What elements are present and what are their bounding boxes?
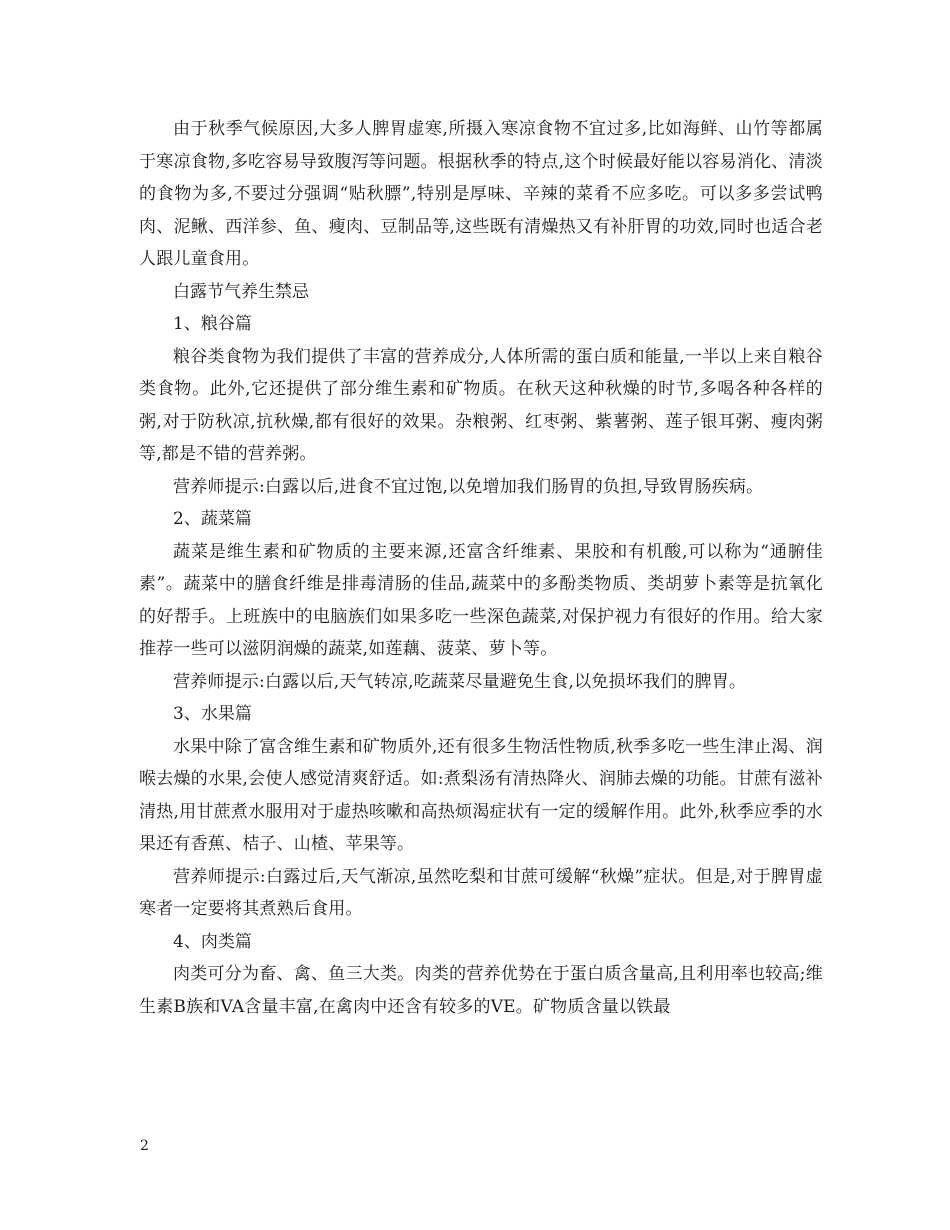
subheading-fruits: 3、水果篇 xyxy=(173,704,252,724)
document-body xyxy=(139,113,823,1023)
paragraph-fruits: 水果中除了富含维生素和矿物质外,还有很多生物活性物质,秋季多吃一些生津止渴、润喉去燥的水果,会使人感觉清爽舒适。如:煮梨汤有清热降火、润肺去燥的功能。甘蔗有滋补清热,用甘蔗煮水服用对于虚热咳嗽和高热烦渴症状有一定的缓解作用。此外,秋季应季的水果还有香蕉、桔子、山楂、苹果等。 xyxy=(139,736,823,854)
page-number: 2 xyxy=(140,1138,149,1154)
section-title-bailu-taboos: 白露节气养生禁忌 xyxy=(173,281,309,302)
subheading-grains: 1、粮谷篇 xyxy=(173,314,252,334)
paragraph-meat: 肉类可分为畜、禽、鱼三大类。肉类的营养优势在于蛋白质含量高,且利用率也较高;维生素B族和VA含量丰富,在禽肉中还含有较多的VE。矿物质含量以铁最 xyxy=(139,964,823,1017)
subheading-meat: 4、肉类篇 xyxy=(173,931,252,952)
paragraph-autumn-diet-intro: 由于秋季气候原因,大多人脾胃虚寒,所摄入寒凉食物不宜过多,比如海鲜、山竹等都属于寒凉食物,多吃容易导致腹泻等问题。根据秋季的特点,这个时候最好能以容易消化、清淡的食物为多,不要过分强调“贴秋膘”,特别是厚味、辛辣的菜肴不应多吃。可以多多尝试鸭肉、泥鳅、西洋参、鱼、瘦肉、豆制品等,这些既有清燥热又有补肝胃的功效,同时也适合老人跟儿童食用。 xyxy=(139,119,823,269)
tip-vegetables: 营养师提示:白露以后,天气转凉,吃蔬菜尽量避免生食,以免损坏我们的脾胃。 xyxy=(173,671,747,692)
paragraph-vegetables: 蔬菜是维生素和矿物质的主要来源,还富含纤维素、果胶和有机酸,可以称为“通腑佳素”。蔬菜中的膳食纤维是排毒清肠的佳品,蔬菜中的多酚类物质、类胡萝卜素等是抗氧化的好帮手。上班族中的电脑族们如果多吃一些深色蔬菜,对保护视力有很好的作用。给大家推荐一些可以滋阴润燥的蔬菜,如莲藕、菠菜、萝卜等。 xyxy=(139,541,823,659)
paragraph-grains: 粮谷类食物为我们提供了丰富的营养成分,人体所需的蛋白质和能量,一半以上来自粮谷类食物。此外,它还提供了部分维生素和矿物质。在秋天这种秋燥的时节,多喝各种各样的粥,对于防秋凉,抗秋燥,都有很好的效果。杂粮粥、红枣粥、紫薯粥、莲子银耳粥、瘦肉粥等,都是不错的营养粥。 xyxy=(139,346,823,464)
tip-grains: 营养师提示:白露以后,进食不宜过饱,以免增加我们肠胃的负担,导致胃肠疾病。 xyxy=(173,476,764,497)
tip-fruits: 营养师提示:白露过后,天气渐凉,虽然吃梨和甘蔗可缓解“秋燥”症状。但是,对于脾胃虚寒者一定要将其煮熟后食用。 xyxy=(139,866,823,919)
subheading-vegetables: 2、蔬菜篇 xyxy=(173,509,252,529)
